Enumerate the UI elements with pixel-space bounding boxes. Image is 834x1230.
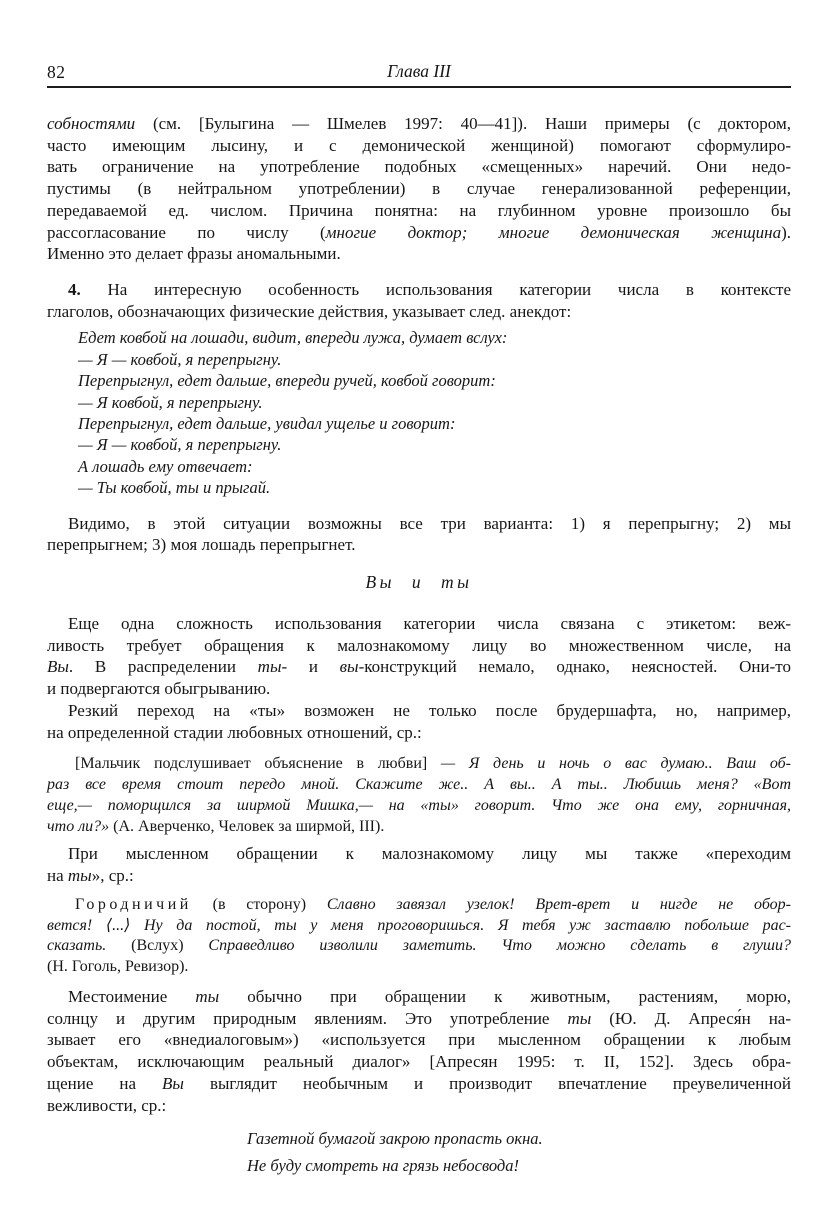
chapter-title: Глава III [387, 61, 451, 81]
verse-quote [47, 1125, 791, 1179]
text-line [47, 222, 791, 244]
text-line [47, 613, 791, 635]
text-segment: еще,— поморщился за ширмой Мишка,— на «ты» говорит. Что же она ему, горничная, [47, 796, 791, 814]
text-line [78, 392, 791, 413]
text-segment: Местоимение [68, 986, 196, 1006]
text-line [47, 635, 791, 657]
p-continuation [47, 113, 791, 265]
text-segment: (в сторону) [191, 895, 327, 913]
text-segment: -конструкций немало, однако, неясностей. Они-то [358, 657, 791, 677]
text-segment: многие доктор; многие демоническая женщина [325, 222, 782, 242]
text-segment: и подвергаются обыгрыванию. [47, 679, 271, 699]
text-line [47, 135, 791, 157]
page-number: 82 [47, 62, 66, 82]
text-line [47, 700, 791, 722]
p-pri-myslennom [47, 843, 791, 886]
text-segment: ливость требует обращения к малознакомому лицу во множественном числе, на [47, 635, 791, 655]
text-segment: Вы и ты [365, 571, 473, 592]
text-line [47, 1029, 791, 1051]
text-segment: », ср.: [91, 866, 134, 886]
text-segment: солнцу и другим природным явлениям. Это употребление [47, 1008, 568, 1028]
text-segment: При мысленном обращении к малознакомому лицу мы также «переходим [68, 844, 791, 864]
running-head [47, 60, 791, 84]
text-segment: Резкий переход на «ты» возможен не только после брудершафта, но, например, [68, 700, 791, 720]
page-content [47, 60, 791, 1179]
text-line [47, 678, 791, 700]
text-segment: выглядит необычным и производит впечатление преувеличенной [183, 1073, 791, 1093]
text-segment: сказать. [47, 937, 107, 955]
text-line [47, 796, 791, 817]
text-line [47, 243, 791, 265]
text-segment: Вы [162, 1073, 184, 1093]
text-segment: Вы [47, 657, 69, 677]
text-segment: глаголов, обозначающих физические действия, указывает след. анекдот: [47, 301, 572, 321]
text-segment: (Вслух) [106, 937, 209, 955]
text-line [47, 775, 791, 796]
text-line [47, 936, 791, 957]
text-segment: перепрыгнем; 3) моя лошадь перепрыгнет. [47, 535, 356, 555]
text-segment: и [287, 657, 340, 677]
text-line [47, 1051, 791, 1073]
text-line [47, 113, 791, 135]
text-line [47, 1073, 791, 1095]
text-segment: — Я — ковбой, я перепрыгну. [78, 435, 282, 455]
text-line [47, 279, 791, 301]
text-segment: вать ограничение на употребление подобных «смещенных» наречий. Они недо- [47, 157, 791, 177]
text-segment: Перепрыгнул, едет дальше, впереди ручей, ковбой говорит: [78, 371, 496, 391]
text-segment: — Я ковбой, я перепрыгну. [78, 392, 263, 412]
text-segment: Едет ковбой на лошади, видит, впереди лужа, думает вслух: [78, 328, 508, 348]
heading-vy-i-ty [47, 570, 791, 594]
text-segment: (А. Аверченко, Человек за ширмой, III). [109, 817, 385, 835]
text-segment: передаваемой ед. числом. Причина понятна: на глубинном уровне произошло бы [47, 200, 791, 220]
text-segment: — Я день и ночь о вас думаю.. Ваш об- [440, 755, 791, 773]
text-segment: Справедливо изволили заметить. Что можно сделать в глуши? [208, 937, 791, 955]
text-segment: пустимы (в нейтральном употреблении) в случае генерализованной референции, [47, 179, 791, 199]
header-rule [47, 86, 791, 88]
text-segment: вется! ⟨...⟩ Ну да постой, ты у меня проговоришься. Я тебя уж заставлю побольше рас- [47, 916, 791, 934]
text-segment: на определенной стадии любовных отношений, ср.: [47, 722, 422, 742]
text-line [247, 1125, 791, 1152]
text-line [47, 843, 791, 865]
text-line [47, 570, 791, 594]
text-line [47, 656, 791, 678]
text-segment: щение на [47, 1073, 163, 1093]
text-segment: 4. [68, 279, 81, 299]
text-line [47, 513, 791, 535]
text-segment: вы [339, 657, 359, 677]
text-segment: Газетной бумагой закрою пропасть окна. [247, 1129, 543, 1149]
text-line [78, 434, 791, 455]
text-line [47, 957, 791, 978]
anecdote-cowboy [47, 327, 791, 498]
text-segment: [Мальчик подслушивает объяснение в любви] [75, 755, 441, 773]
text-segment: Славно завязал узелок! Врет-врет и нигде не обор- [326, 895, 792, 913]
text-segment: Именно это делает фразы аномальными. [47, 244, 341, 264]
text-line [47, 986, 791, 1008]
p-mestoimenie [47, 986, 791, 1116]
text-segment: Видимо, в этой ситуации возможны все три варианта: 1) я перепрыгну; 2) мы [68, 513, 791, 533]
text-segment: (Н. Гоголь, Ревизор). [47, 958, 189, 976]
text-segment: — Я — ковбой, я перепрыгну. [78, 349, 282, 369]
text-segment: ты [195, 986, 220, 1006]
p-item-4 [47, 279, 791, 322]
text-segment: (Ю. Д. Апреся́н на- [591, 1008, 792, 1028]
text-segment: вежливости, ср.: [47, 1095, 167, 1115]
text-column [47, 113, 791, 1179]
text-segment: обычно при обращении к животным, растениям, морю, [219, 986, 791, 1006]
text-segment: объектам, исключающим реальный диалог» [Апресян 1995: т. II, 152]. Здесь обра- [47, 1052, 791, 1072]
text-segment: Не буду смотреть на грязь небосвода! [247, 1156, 520, 1176]
text-segment: На интересную особенность использования категории числа в контексте [80, 279, 791, 299]
text-segment: часто имеющим лысину, и с демонической женщиной) помогают сформулиро- [47, 135, 791, 155]
text-line [78, 370, 791, 391]
text-segment: . В распределении [68, 657, 258, 677]
text-line [78, 349, 791, 370]
text-segment: ты- [257, 657, 288, 677]
text-segment: собностями [47, 114, 136, 133]
quote-averchenko [47, 754, 791, 837]
text-segment: зывает его «внедиалоговым») «используется при мысленном обращении к любым [47, 1030, 791, 1050]
text-segment: — Ты ковбой, ты и прыгай. [78, 478, 271, 498]
p-vidimo [47, 513, 791, 556]
text-line [78, 327, 791, 348]
text-line [78, 456, 791, 477]
text-segment: ). [781, 222, 792, 242]
p-eshche [47, 613, 791, 700]
text-line [47, 754, 791, 775]
text-line [47, 200, 791, 222]
text-line [47, 1008, 791, 1030]
text-line [47, 1095, 791, 1117]
text-line [47, 534, 791, 556]
text-line [47, 722, 791, 744]
text-line [247, 1152, 791, 1179]
text-line [47, 865, 791, 887]
text-segment: рассогласование по числу ( [47, 222, 326, 242]
p-rezkiy [47, 700, 791, 743]
quote-gogol [47, 895, 791, 978]
text-segment: Еще одна сложность использования категории числа связана с этикетом: веж- [68, 613, 791, 633]
text-segment: раз все время стоит передо мной. Скажите же.. А вы.. А ты.. Любишь меня? «Вот [47, 776, 791, 793]
text-line [47, 895, 791, 916]
text-segment: на [47, 866, 68, 886]
text-segment: (см. [Булыгина — Шмелев 1997: 40—41]). Наши примеры (с доктором, [135, 114, 791, 133]
text-line [47, 301, 791, 323]
text-segment: Перепрыгнул, едет дальше, увидал ущелье и говорит: [78, 413, 456, 433]
text-line [47, 156, 791, 178]
text-line [47, 817, 791, 838]
text-line [78, 413, 791, 434]
text-line [47, 178, 791, 200]
text-line [47, 916, 791, 937]
text-segment: ты [67, 866, 92, 886]
text-segment: Городничий [75, 895, 192, 913]
text-segment: что ли?» [47, 817, 110, 835]
text-segment: ты [567, 1008, 592, 1028]
text-line [78, 477, 791, 498]
text-segment: А лошадь ему отвечает: [78, 456, 253, 476]
